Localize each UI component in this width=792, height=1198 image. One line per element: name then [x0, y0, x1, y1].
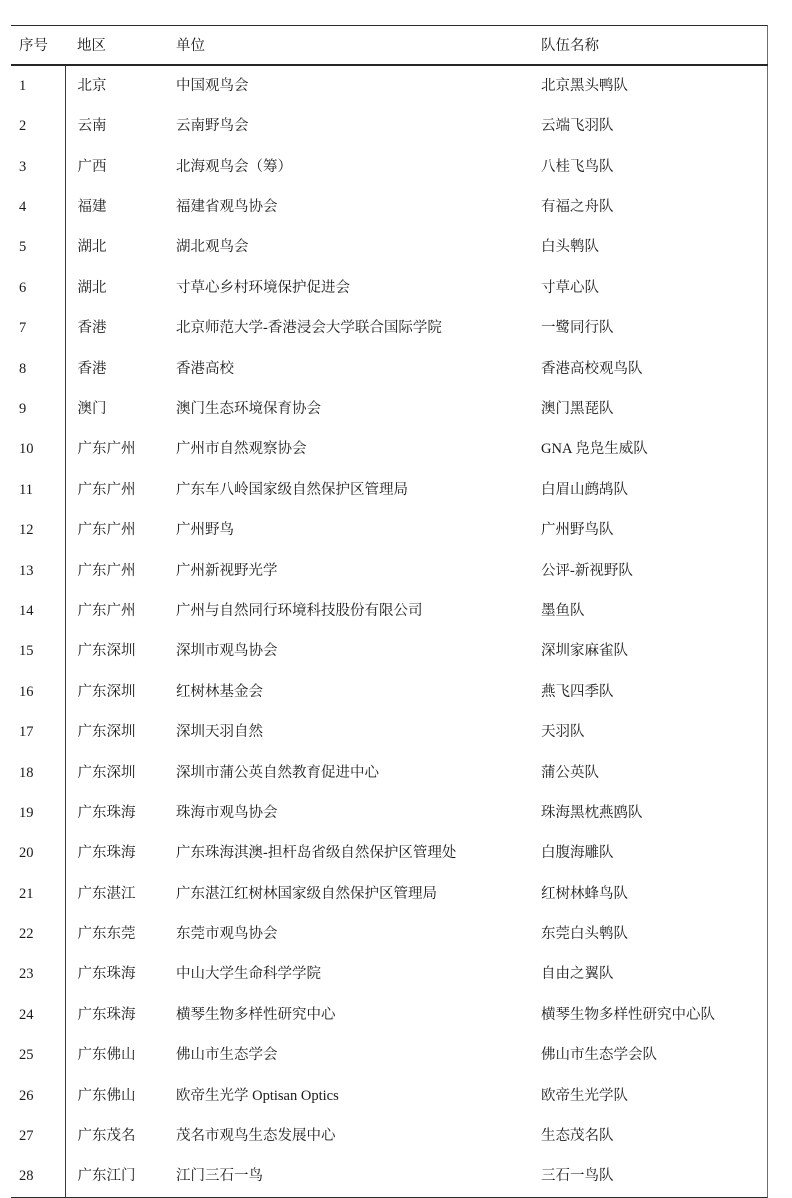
table-header-row — [11, 26, 768, 65]
cell-team-name: 珠海黑枕燕鸥队 — [541, 804, 643, 821]
table-row — [11, 955, 768, 995]
cell-region: 广东广州 — [77, 562, 136, 579]
cell-index: 6 — [11, 268, 65, 308]
cell-index: 11 — [11, 470, 65, 510]
table-row — [11, 308, 768, 348]
cell-region: 云南 — [77, 118, 107, 135]
cell-region: 广东湛江 — [77, 885, 136, 902]
cell-region: 广东深圳 — [77, 764, 136, 781]
cell-index: 10 — [11, 430, 65, 470]
cell-unit: 福建省观鸟协会 — [176, 199, 278, 216]
column-header-unit: 单位 — [166, 26, 531, 65]
cell-index: 15 — [11, 631, 65, 671]
cell-unit: 深圳天羽自然 — [176, 724, 263, 741]
cell-team-name: 生态茂名队 — [541, 1128, 614, 1145]
cell-unit: 广州与自然同行环境科技股份有限公司 — [176, 602, 423, 619]
table-row — [11, 65, 768, 106]
table-header — [11, 26, 768, 65]
table-row — [11, 753, 768, 793]
cell-unit: 北京师范大学-香港浸会大学联合国际学院 — [176, 320, 442, 337]
cell-region: 广东茂名 — [77, 1128, 136, 1145]
table-row — [11, 712, 768, 752]
cell-team-name: GNA 凫凫生威队 — [541, 441, 648, 458]
cell-index: 24 — [11, 995, 65, 1035]
cell-unit: 北海观鸟会（筹） — [176, 158, 292, 175]
cell-region: 澳门 — [77, 400, 107, 417]
cell-unit: 横琴生物多样性研究中心 — [176, 1006, 336, 1023]
table-row — [11, 430, 768, 470]
cell-team-name: 广州野鸟队 — [541, 522, 614, 539]
table-row — [11, 591, 768, 631]
cell-region: 广东广州 — [77, 522, 136, 539]
table-row — [11, 995, 768, 1035]
cell-team-name: 横琴生物多样性研究中心队 — [541, 1006, 715, 1023]
table-row — [11, 1157, 768, 1197]
table-body — [11, 65, 768, 1197]
cell-index: 2 — [11, 106, 65, 146]
cell-index: 22 — [11, 914, 65, 954]
cell-region: 广东深圳 — [77, 643, 136, 660]
cell-region: 广东佛山 — [77, 1087, 136, 1104]
table-row — [11, 470, 768, 510]
table-row — [11, 389, 768, 429]
table-row — [11, 631, 768, 671]
table-row — [11, 187, 768, 227]
cell-unit: 中山大学生命科学学院 — [176, 966, 321, 983]
cell-region: 广东珠海 — [77, 966, 136, 983]
table-row — [11, 833, 768, 873]
roster-table-container — [11, 25, 768, 1198]
table-row — [11, 874, 768, 914]
cell-index: 25 — [11, 1035, 65, 1075]
cell-region: 广东佛山 — [77, 1047, 136, 1064]
cell-unit: 江门三石一鸟 — [176, 1168, 263, 1185]
roster-table — [11, 26, 768, 1197]
cell-index: 8 — [11, 349, 65, 389]
cell-team-name: 佛山市生态学会队 — [541, 1047, 657, 1064]
cell-index: 5 — [11, 228, 65, 268]
cell-index: 12 — [11, 510, 65, 550]
cell-region: 广西 — [77, 158, 107, 175]
cell-team-name: 天羽队 — [541, 724, 585, 741]
cell-index: 23 — [11, 955, 65, 995]
cell-unit: 广东车八岭国家级自然保护区管理局 — [176, 481, 408, 498]
cell-unit: 广东湛江红树林国家级自然保护区管理局 — [176, 885, 437, 902]
cell-unit: 深圳市蒲公英自然教育促进中心 — [176, 764, 379, 781]
table-row — [11, 228, 768, 268]
table-row — [11, 349, 768, 389]
cell-team-name: 红树林蜂鸟队 — [541, 885, 628, 902]
cell-team-name: 八桂飞鸟队 — [541, 158, 614, 175]
cell-unit: 香港高校 — [176, 360, 234, 377]
cell-unit: 东莞市观鸟协会 — [176, 926, 278, 943]
cell-region: 广东深圳 — [77, 683, 136, 700]
cell-unit: 欧帝生光学 Optisan Optics — [176, 1087, 339, 1104]
cell-region: 广东东莞 — [77, 926, 136, 943]
cell-unit: 深圳市观鸟协会 — [176, 643, 278, 660]
cell-team-name: 白腹海雕队 — [541, 845, 614, 862]
cell-region: 广东广州 — [77, 602, 136, 619]
cell-region: 广东广州 — [77, 481, 136, 498]
cell-region: 湖北 — [77, 239, 107, 256]
cell-region: 湖北 — [77, 279, 107, 296]
cell-unit: 澳门生态环境保育协会 — [176, 400, 321, 417]
table-row — [11, 551, 768, 591]
cell-unit: 佛山市生态学会 — [176, 1047, 278, 1064]
cell-team-name: 墨鱼队 — [541, 602, 585, 619]
cell-team-name: 自由之翼队 — [541, 966, 614, 983]
cell-team-name: 燕飞四季队 — [541, 683, 614, 700]
cell-unit: 珠海市观鸟协会 — [176, 804, 278, 821]
cell-unit: 广东珠海淇澳-担杆岛省级自然保护区管理处 — [176, 845, 457, 862]
cell-unit: 红树林基金会 — [176, 683, 263, 700]
cell-team-name: 蒲公英队 — [541, 764, 599, 781]
cell-region: 广东珠海 — [77, 845, 136, 862]
cell-index: 26 — [11, 1076, 65, 1116]
cell-index: 7 — [11, 308, 65, 348]
table-row — [11, 672, 768, 712]
table-row — [11, 1035, 768, 1075]
cell-region: 香港 — [77, 320, 107, 337]
cell-team-name: 有福之舟队 — [541, 199, 614, 216]
cell-unit: 广州新视野光学 — [176, 562, 278, 579]
cell-unit: 广州市自然观察协会 — [176, 441, 307, 458]
cell-team-name: 白头鹎队 — [541, 239, 599, 256]
table-row — [11, 268, 768, 308]
cell-index: 27 — [11, 1116, 65, 1156]
cell-index: 1 — [11, 65, 65, 106]
cell-team-name: 公评-新视野队 — [541, 562, 633, 579]
cell-team-name: 三石一鸟队 — [541, 1168, 614, 1185]
cell-region: 广东江门 — [77, 1168, 136, 1185]
cell-index: 17 — [11, 712, 65, 752]
cell-region: 北京 — [77, 77, 107, 94]
cell-unit: 中国观鸟会 — [176, 77, 249, 94]
cell-region: 福建 — [77, 199, 107, 216]
cell-index: 20 — [11, 833, 65, 873]
table-row — [11, 793, 768, 833]
cell-unit: 寸草心乡村环境保护促进会 — [176, 279, 350, 296]
cell-team-name: 深圳家麻雀队 — [541, 643, 628, 660]
table-row — [11, 1076, 768, 1116]
table-row — [11, 510, 768, 550]
cell-index: 18 — [11, 753, 65, 793]
cell-region: 香港 — [77, 360, 107, 377]
cell-team-name: 白眉山鹧鸪队 — [541, 481, 628, 498]
table-row — [11, 1116, 768, 1156]
cell-index: 21 — [11, 874, 65, 914]
column-header-team-name: 队伍名称 — [531, 26, 768, 65]
cell-index: 3 — [11, 147, 65, 187]
cell-index: 28 — [11, 1157, 65, 1197]
cell-team-name: 一鹭同行队 — [541, 320, 614, 337]
cell-team-name: 寸草心队 — [541, 279, 599, 296]
cell-region: 广东珠海 — [77, 1006, 136, 1023]
cell-region: 广东深圳 — [77, 724, 136, 741]
cell-team-name: 澳门黑琵队 — [541, 400, 614, 417]
cell-index: 4 — [11, 187, 65, 227]
cell-region: 广东珠海 — [77, 804, 136, 821]
cell-unit: 茂名市观鸟生态发展中心 — [176, 1128, 336, 1145]
cell-index: 13 — [11, 551, 65, 591]
cell-index: 9 — [11, 389, 65, 429]
cell-unit: 湖北观鸟会 — [176, 239, 249, 256]
table-row — [11, 147, 768, 187]
cell-region: 广东广州 — [77, 441, 136, 458]
cell-index: 19 — [11, 793, 65, 833]
cell-unit: 广州野鸟 — [176, 522, 234, 539]
cell-team-name: 香港高校观鸟队 — [541, 360, 643, 377]
table-row — [11, 914, 768, 954]
cell-index: 14 — [11, 591, 65, 631]
cell-team-name: 欧帝生光学队 — [541, 1087, 628, 1104]
cell-index: 16 — [11, 672, 65, 712]
cell-unit: 云南野鸟会 — [176, 118, 249, 135]
cell-team-name: 北京黑头鸭队 — [541, 77, 628, 94]
column-header-index: 序号 — [11, 26, 65, 65]
cell-team-name: 东莞白头鹎队 — [541, 926, 628, 943]
table-row — [11, 106, 768, 146]
cell-team-name: 云端飞羽队 — [541, 118, 614, 135]
column-header-region: 地区 — [65, 26, 166, 65]
